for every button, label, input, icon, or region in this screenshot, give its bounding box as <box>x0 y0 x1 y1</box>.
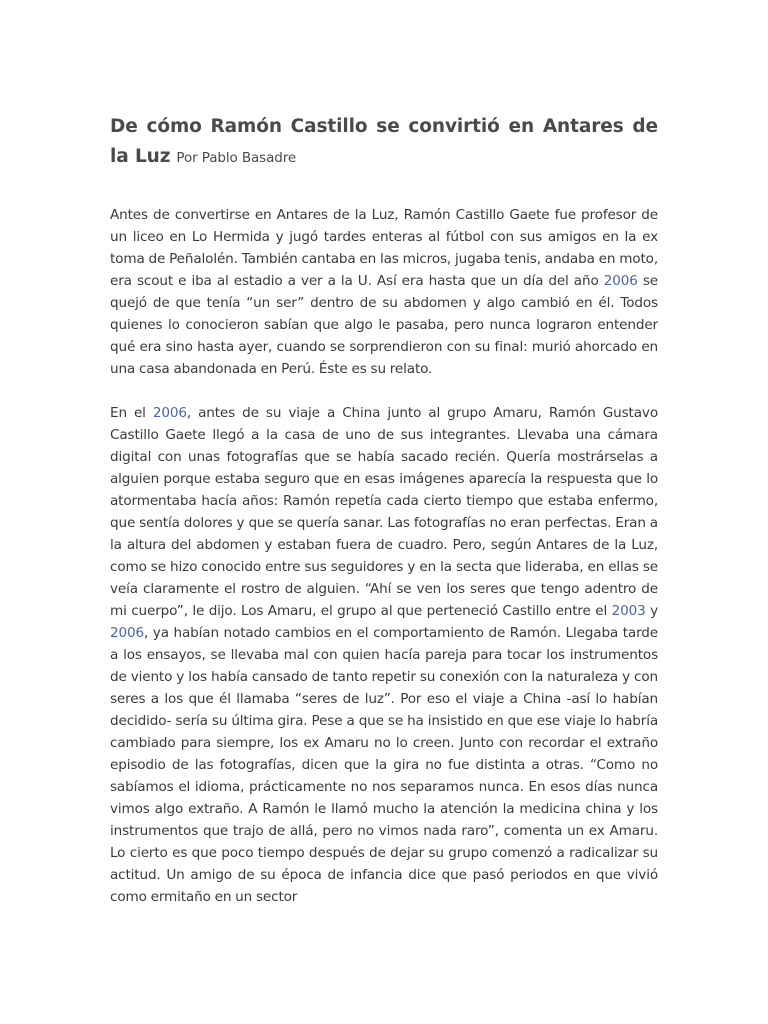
paragraph-text: , ya habían notado cambios en el comportamiento de Ramón. Llegaba tarde a los ensayos, se llevaba mal con quien hacía pareja para tocar los instrumentos de viento y los había cansado de tanto repetir su conexión con la naturaleza y con seres a los que él llamaba “seres de luz”. Por eso el viaje a China -así lo habían decidido- sería su última gira. Pese a que se ha insistido en que ese viaje lo habría cambiado para siempre, los ex Amaru no lo creen. Junto con recordar el extraño episodio de las fotografías, dicen que la gira no fue distinta a otras. “Como no sabíamos el idioma, prácticamente no nos separamos nunca. En esos días nunca vimos algo extraño. A Ramón le llamó mucho la atención la medicina china y los instrumentos que trajo de allá, pero no vimos nada raro”, comenta un ex Amaru. Lo cierto es que poco tiempo después de dejar su grupo comenzó a radicalizar su actitud. Un amigo de su época de infancia dice que pasó periodos en que vivió como ermitaño en un sector <box>110 625 658 905</box>
paragraph-text: Antes de convertirse en Antares de la Luz, Ramón Castillo Gaete fue profesor de un liceo en Lo Hermida y jugó tardes enteras al fútbol con sus amigos en la ex toma de Peñalolén. También cantaba en las micros, jugaba tenis, andaba en moto, era scout e iba al estadio a ver a la U. Así era hasta que un día del año <box>110 207 658 289</box>
article-byline: Por Pablo Basadre <box>176 150 297 166</box>
article-title-text: De cómo Ramón Castillo se convirtió en Antares de la Luz <box>110 116 658 167</box>
article-paragraph <box>110 402 658 908</box>
article <box>110 112 658 908</box>
paragraph-text: y <box>645 603 658 619</box>
year-link[interactable]: 2003 <box>611 603 646 619</box>
article-paragraph <box>110 204 658 380</box>
paragraph-text: , antes de su viaje a China junto al grupo Amaru, Ramón Gustavo Castillo Gaete llegó a la casa de uno de sus integrantes. Llevaba una cámara digital con unas fotografías que se había sacado recién. Quería mostrárselas a alguien porque estaba seguro que en esas imágenes aparecía la respuesta que lo atormentaba hacía años: Ramón repetía cada cierto tiempo que estaba enfermo, que sentía dolores y que se quería sanar. Las fotografías no eran perfectas. Eran a la altura del abdomen y estaban fuera de cuadro. Pero, según Antares de la Luz, como se hizo conocido entre sus seguidores y en la secta que lideraba, en ellas se veía claramente el rostro de alguien. “Ahí se ven los seres que tengo adentro de mi cuerpo”, le dijo. Los Amaru, el grupo al que perteneció Castillo entre el <box>110 405 658 619</box>
year-link[interactable]: 2006 <box>603 273 638 289</box>
article-title <box>110 112 658 173</box>
year-link[interactable]: 2006 <box>152 405 187 421</box>
paragraph-text: se quejó de que tenía “un ser” dentro de su abdomen y algo cambió en él. Todos quienes lo conocieron sabían que algo le pasaba, pero nunca lograron entender qué era sino hasta ayer, cuando se sorprendieron con su final: murió ahorcado en una casa abandonada en Perú. Éste es su relato. <box>110 273 658 377</box>
year-link[interactable]: 2006 <box>110 625 144 641</box>
paragraph-text: En el <box>110 405 153 421</box>
